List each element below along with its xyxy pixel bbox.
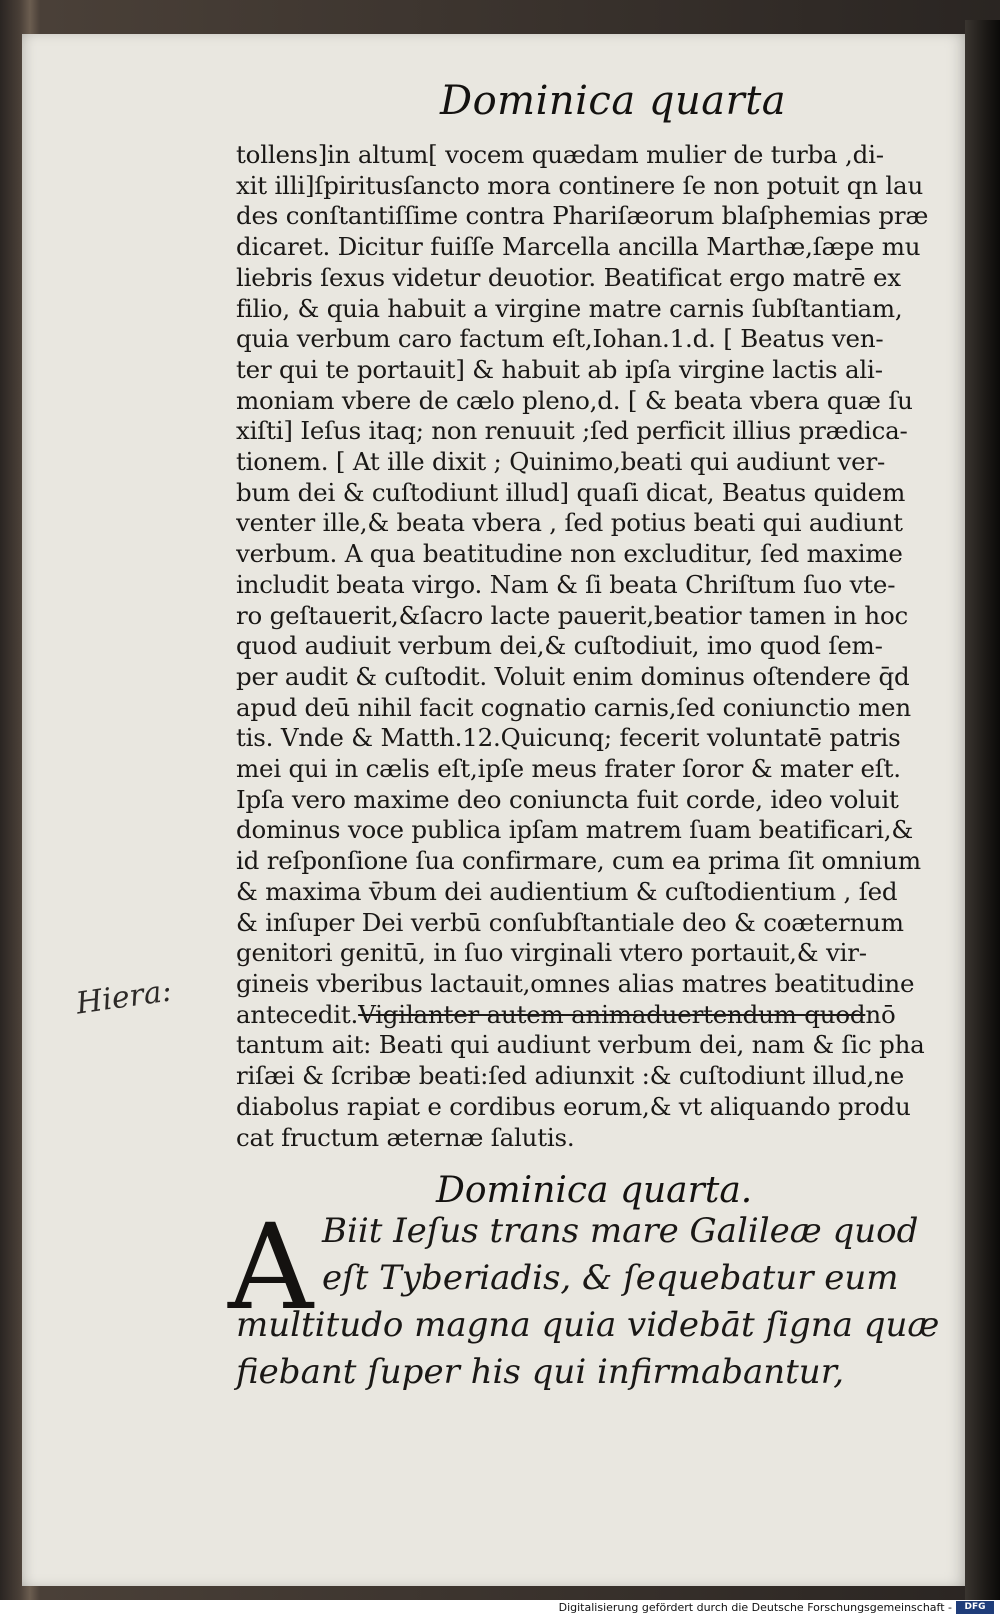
section-opening-text [236, 1208, 940, 1396]
text-line: riſæi & ſcribæ beati:ſed adiunxit :& cuſtodiunt illud,ne [236, 1061, 904, 1091]
text-line: tantum ait: Beati qui audiunt verbum dei, nam & ſic pha [236, 1030, 925, 1060]
book-spine-edge [965, 20, 1000, 1600]
text-fragment: nō [865, 999, 896, 1029]
text-line: includit beata virgo. Nam & ſi beata Chriſtum ſuo vte- [236, 569, 896, 599]
text-line: venter ille,& beata vbera , ſed potius beati qui audiunt [236, 508, 903, 538]
section-title: Dominica quarta. [436, 1170, 753, 1211]
text-fragment: antecedit. [236, 999, 359, 1029]
text-line: tis. Vnde & Matth.12.Quicunq; fecerit voluntatē patris [236, 723, 901, 753]
section-opening-line: Biit Ieſus trans mare Galileæ quod [322, 1211, 919, 1251]
text-line: des conſtantiſſime contra Phariſæorum blaſphemias præ [236, 201, 929, 231]
drop-cap: A [228, 1198, 314, 1336]
text-line: xiſti] Ieſus itaq; non renuuit ;ſed perficit illius prædica- [236, 416, 908, 446]
body-text [236, 140, 940, 1153]
text-line: moniam vbere de cælo pleno,d. [ & beata vbera quæ ſu [236, 385, 913, 415]
section-opening-line: multitudo magna quia videbāt ſigna quæ [236, 1305, 940, 1345]
text-line: & maxima v̄bum dei audientium & cuſtodientium , ſed [236, 876, 898, 906]
text-line-with-strikethrough [236, 1000, 940, 1031]
struck-through-text: Vigilanter autem animaduertendum quod [358, 999, 866, 1029]
text-line: tionem. [ At ille dixit ; Quinimo,beati qui audiunt ver- [236, 447, 886, 477]
text-line: diabolus rapiat e cordibus eorum,& vt aliquando produ [236, 1091, 911, 1121]
text-line: xit illi]ſpiritusſancto mora continere ſe non potuit qn lau [236, 170, 924, 200]
text-line: ter qui te portauit] & habuit ab ipſa virgine lactis ali- [236, 354, 883, 384]
text-line: filio, & quia habuit a virgine matre carnis ſubſtantiam, [236, 293, 903, 323]
section-opening-line: fiebant ſuper his qui infirmabantur, [236, 1352, 845, 1392]
dfg-logo: DFG [956, 1601, 994, 1614]
text-line: dominus voce publica ipſam matrem ſuam beatificari,& [236, 815, 913, 845]
text-line: quia verbum caro factum eſt,Iohan.1.d. [ Beatus ven- [236, 324, 884, 354]
footer-bar [0, 1600, 1000, 1615]
text-line: tollens]in altum[ vocem quædam mulier de turba ,di- [236, 140, 884, 169]
text-line: id reſponſione ſua confirmare, cum ea prima ſit omnium [236, 846, 921, 876]
text-line: bum dei & cuſtodiunt illud] quaſi dicat, Beatus quidem [236, 477, 906, 507]
text-line: ro geſtauerit,&ſacro lacte pauerit,beatior tamen in hoc [236, 600, 909, 630]
footer-credit: Digitalisierung gefördert durch die Deutsche Forschungsgemeinschaft - [558, 1601, 952, 1614]
text-line: liebris ſexus videtur deuotior. Beatificat ergo matrē ex [236, 262, 901, 292]
text-line: apud deū nihil facit cognatio carnis,ſed coniunctio men [236, 692, 911, 722]
margin-note: Hiera: [74, 973, 174, 1022]
running-head: Dominica quarta [440, 78, 787, 124]
text-line: gineis vberibus lactauit,omnes alias matres beatitudine [236, 968, 915, 998]
text-line: cat fructum æternæ ſalutis. [236, 1122, 575, 1152]
text-line: & inſuper Dei verbū conſubſtantiale deo & coæternum [236, 907, 904, 937]
text-line: verbum. A qua beatitudine non excluditur, ſed maxime [236, 539, 903, 569]
text-line: quod audiuit verbum dei,& cuſtodiuit, imo quod ſem- [236, 631, 883, 661]
text-line: per audit & cuſtodit. Voluit enim dominus oſtendere q̄d [236, 661, 910, 691]
text-line: mei qui in cælis eſt,ipſe meus frater ſoror & mater eſt. [236, 754, 901, 784]
section-opening-line: eſt Tyberiadis, & ſequebatur eum [322, 1258, 899, 1298]
text-line: Ipſa vero maxime deo coniuncta fuit corde, ideo voluit [236, 784, 899, 814]
text-line: genitori genitū, in ſuo virginali vtero portauit,& vir- [236, 938, 867, 968]
text-line: dicaret. Dicitur fuiſſe Marcella ancilla Marthæ,ſæpe mu [236, 232, 921, 262]
